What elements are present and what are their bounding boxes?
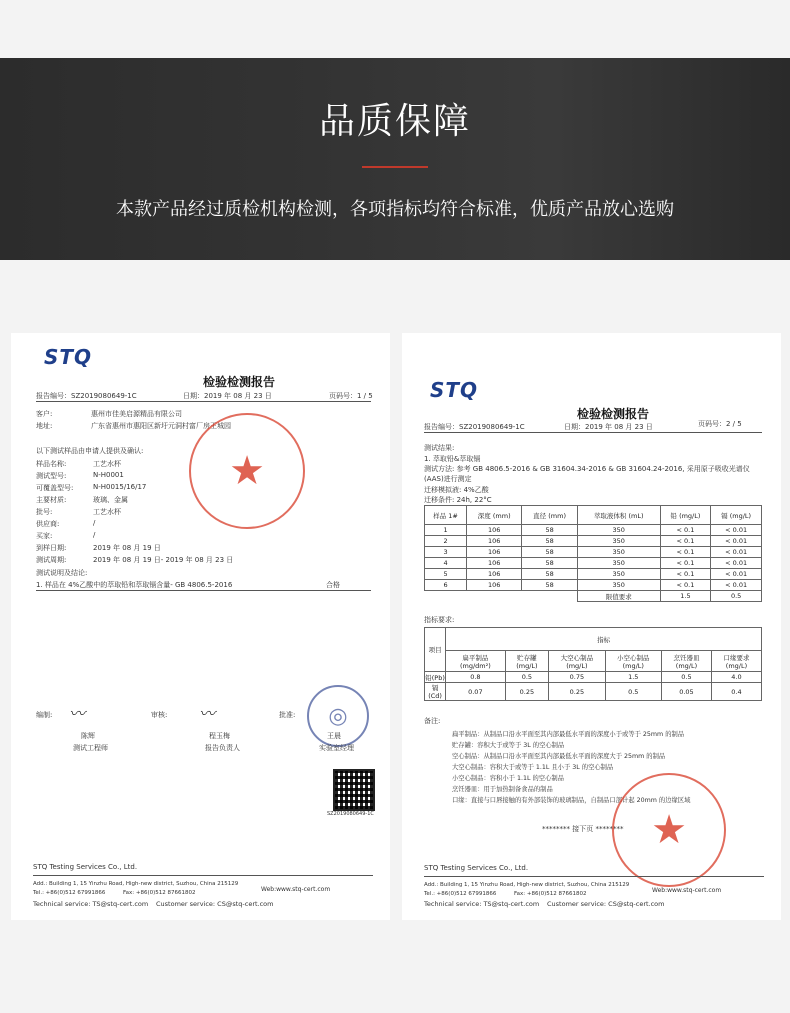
table-cell: 350 bbox=[577, 536, 660, 547]
test-method-2: (AAS)进行测定 bbox=[424, 475, 472, 483]
table-cell: < 0.1 bbox=[660, 536, 711, 547]
table-cell: < 0.1 bbox=[660, 569, 711, 580]
signer-3-name: 王晨 bbox=[327, 732, 341, 740]
report-page-number: 页码号：1 / 5 bbox=[329, 392, 373, 400]
table-cell: < 0.1 bbox=[660, 525, 711, 536]
table-cell: 350 bbox=[577, 580, 660, 591]
company-web: Web:www.stq-cert.com bbox=[652, 887, 722, 894]
table-cell: 0.5 bbox=[505, 672, 549, 683]
requirements-table bbox=[424, 627, 762, 701]
field-label: 样品名称: bbox=[36, 460, 67, 468]
table-cell: 6 bbox=[425, 580, 467, 591]
stq-logo: STQ bbox=[430, 378, 479, 402]
hero-subtitle: 本款产品经过质检机构检测，各项指标均符合标准，优质产品放心选购 bbox=[116, 199, 674, 220]
simulant: 迁移模拟液: 4%乙酸 bbox=[424, 486, 489, 494]
client-value: 惠州市佳美启源精品有限公司 bbox=[91, 410, 182, 418]
table-cell bbox=[425, 591, 467, 602]
table-cell: 106 bbox=[467, 525, 522, 536]
table-cell: 350 bbox=[577, 547, 660, 558]
table-cell: 58 bbox=[522, 569, 577, 580]
report-number: 报告编号：SZ2019080649-1C bbox=[424, 423, 525, 431]
approve-label: 批准: bbox=[279, 711, 296, 719]
red-seal-stamp: ★ bbox=[612, 773, 726, 887]
table-cell: 1 bbox=[425, 525, 467, 536]
blue-seal-stamp: ◎ bbox=[307, 685, 369, 747]
company-tel: Tel.: +86(0)512 67991866 bbox=[424, 891, 497, 897]
hero-accent-line bbox=[362, 166, 428, 168]
field-label: 测试周期: bbox=[36, 556, 67, 564]
requirements-label: 指标要求: bbox=[424, 616, 455, 624]
divider bbox=[36, 401, 371, 402]
table-cell: < 0.01 bbox=[711, 547, 762, 558]
address-label: 地址: bbox=[36, 422, 53, 430]
table-cell: 0.5 bbox=[661, 672, 711, 683]
divider bbox=[424, 432, 762, 433]
signature-1: 〰 bbox=[69, 704, 86, 723]
table-cell: 3 bbox=[425, 547, 467, 558]
note-item: 大空心制品：容积大于或等于 1.1L 且小于 3L 的空心制品 bbox=[452, 764, 614, 771]
test-item: 1. 萃取铅&萃取镉 bbox=[424, 455, 481, 463]
technical-service-link[interactable]: Technical service: TS@stq-cert.com bbox=[33, 900, 149, 908]
note-item: 空心制品：从制品口沿水平面至其内部最低水平面的深度大于 25mm 的制品 bbox=[452, 753, 666, 760]
table-row bbox=[425, 525, 762, 536]
table-row bbox=[425, 683, 762, 701]
table-cell: 58 bbox=[522, 547, 577, 558]
company-address: Add.: Building 1, 15 Yinzhu Road, High-new district, Suzhou, China 215129 bbox=[424, 882, 630, 888]
table-cell: 350 bbox=[577, 525, 660, 536]
table-cell: 0.05 bbox=[661, 683, 711, 701]
table-cell: 5 bbox=[425, 569, 467, 580]
qr-code bbox=[333, 769, 375, 811]
table-cell: < 0.01 bbox=[711, 558, 762, 569]
field-label: 主要材质: bbox=[36, 496, 67, 504]
report-page-1 bbox=[11, 333, 390, 920]
conclusion-text: 1. 样品在 4%乙酸中的萃取铅和萃取镉含量- GB 4806.5-2016 bbox=[36, 581, 233, 589]
table-cell: 350 bbox=[577, 558, 660, 569]
table-cell: 镉(Cd) bbox=[425, 683, 446, 701]
note-item: 贮存罐：容积大于或等于 3L 的空心制品 bbox=[452, 742, 565, 749]
address-value: 广东省惠州市惠阳区新圩元洞村富厂房王城园 bbox=[91, 422, 231, 430]
field-value: 玻璃、金属 bbox=[93, 496, 128, 504]
results-label: 测试结果: bbox=[424, 444, 455, 452]
review-label: 审核: bbox=[151, 711, 168, 719]
table-cell: 指标 bbox=[446, 628, 762, 651]
results-table bbox=[424, 505, 762, 602]
table-cell: < 0.1 bbox=[660, 547, 711, 558]
report-page-2 bbox=[402, 333, 781, 920]
table-cell: 0.4 bbox=[711, 683, 761, 701]
table-cell: 58 bbox=[522, 580, 577, 591]
report-date: 日期：2019 年 08 月 23 日 bbox=[183, 392, 272, 400]
table-cell: 58 bbox=[522, 525, 577, 536]
table-cell: 58 bbox=[522, 558, 577, 569]
edit-label: 编制: bbox=[36, 711, 53, 719]
signer-1-role: 测试工程师 bbox=[73, 744, 108, 752]
condition: 迁移条件: 24h, 22°C bbox=[424, 496, 492, 504]
table-cell: < 0.1 bbox=[660, 580, 711, 591]
field-value: 2019 年 08 月 19 日 bbox=[93, 544, 161, 552]
company-web: Web:www.stq-cert.com bbox=[261, 886, 331, 893]
table-cell: 350 bbox=[577, 569, 660, 580]
note-item: 扁平制品：从制品口沿水平面至其内部最低水平面的深度小于或等于 25mm 的制品 bbox=[452, 731, 685, 738]
signature-2: 〰 bbox=[199, 704, 216, 723]
hero-title: 品质保障 bbox=[318, 101, 471, 142]
table-cell: 106 bbox=[467, 569, 522, 580]
table-cell: 项目 bbox=[425, 628, 446, 672]
table-cell: 烹饪器皿 (mg/L) bbox=[661, 651, 711, 672]
conclusion-result: 合格 bbox=[326, 581, 340, 589]
table-cell: 直径 (mm) bbox=[522, 506, 577, 525]
report-number: 报告编号：SZ2019080649-1C bbox=[36, 392, 137, 400]
report-date: 日期：2019 年 08 月 23 日 bbox=[564, 423, 653, 431]
conclusion-label: 测试说明及结论: bbox=[36, 569, 88, 577]
table-cell: 106 bbox=[467, 558, 522, 569]
signer-2-role: 报告负责人 bbox=[205, 744, 240, 752]
field-label: 到样日期: bbox=[36, 544, 67, 552]
table-cell: < 0.01 bbox=[711, 536, 762, 547]
table-cell bbox=[522, 591, 577, 602]
table-cell: 铅(Pb) bbox=[425, 673, 445, 682]
table-cell: 0.5 bbox=[605, 683, 661, 701]
stq-logo: STQ bbox=[44, 345, 93, 369]
company-name: STQ Testing Services Co., Ltd. bbox=[33, 863, 138, 871]
intro-text: 以下测试样品由申请人提供及确认: bbox=[36, 447, 144, 455]
table-cell: 0.25 bbox=[549, 683, 605, 701]
table-cell: 镉 (mg/L) bbox=[711, 506, 762, 525]
table-cell: 扁平制品 (mg/dm²) bbox=[446, 651, 505, 672]
company-fax: Fax: +86(0)512 87661802 bbox=[123, 890, 196, 896]
signer-3-role: 实验室经理 bbox=[319, 744, 354, 752]
table-header-row bbox=[425, 506, 762, 525]
report-title: 检验检测报告 bbox=[203, 375, 276, 389]
table-row bbox=[425, 558, 762, 569]
limit-row bbox=[425, 591, 762, 602]
table-cell: 贮存罐 (mg/L) bbox=[505, 651, 549, 672]
hero-banner bbox=[0, 58, 790, 260]
table-cell: 0.07 bbox=[446, 683, 505, 701]
note-item: 口缘：直接与口唇接触的有外部装饰的玻璃制品，自制品口部计起 20mm 的边缘区域 bbox=[452, 797, 691, 804]
table-cell: 铅 (mg/L) bbox=[660, 506, 711, 525]
continued-marker: ******** 接下页 ******** bbox=[542, 825, 624, 833]
table-cell: 58 bbox=[522, 536, 577, 547]
company-name: STQ Testing Services Co., Ltd. bbox=[424, 864, 529, 872]
notes-label: 备注: bbox=[424, 717, 441, 725]
field-value: 工艺水杯 bbox=[93, 460, 121, 468]
divider bbox=[33, 875, 373, 876]
table-cell: 0.8 bbox=[446, 672, 505, 683]
red-seal-stamp: ★ bbox=[189, 413, 305, 529]
note-item: 小空心制品：容积小于 1.1L 的空心制品 bbox=[452, 775, 564, 782]
table-cell: 1.5 bbox=[660, 591, 711, 602]
table-cell: 小空心制品 (mg/L) bbox=[605, 651, 661, 672]
divider bbox=[36, 590, 371, 591]
field-value: / bbox=[93, 519, 96, 527]
table-cell: 口缘要求 (mg/L) bbox=[711, 651, 761, 672]
table-row bbox=[425, 569, 762, 580]
qr-caption: SZ2019080649-1C bbox=[327, 811, 374, 817]
table-cell: 106 bbox=[467, 547, 522, 558]
field-value: N-H0015/16/17 bbox=[93, 483, 147, 491]
table-row bbox=[425, 547, 762, 558]
table-cell: 106 bbox=[467, 536, 522, 547]
customer-service-link[interactable]: Customer service: CS@stq-cert.com bbox=[156, 900, 274, 908]
table-cell: 限值要求 bbox=[577, 591, 660, 602]
signer-2-name: 程玉梅 bbox=[209, 732, 230, 740]
table-cell: < 0.01 bbox=[711, 569, 762, 580]
table-cell: 0.75 bbox=[549, 672, 605, 683]
company-address: Add.: Building 1, 15 Yinzhu Road, High-new district, Suzhou, China 215129 bbox=[33, 881, 239, 887]
test-method: 测试方法: 参考 GB 4806.5-2016 & GB 31604.34-2016 & GB 31604.24-2016, 采用原子吸收光谱仪 bbox=[424, 465, 750, 473]
field-label: 测试型号: bbox=[36, 472, 67, 480]
table-cell: 106 bbox=[467, 580, 522, 591]
table-cell: 0.25 bbox=[505, 683, 549, 701]
company-fax: Fax: +86(0)512 87661802 bbox=[514, 891, 587, 897]
field-label: 供应商: bbox=[36, 520, 60, 528]
field-label: 可覆盖型号: bbox=[36, 484, 74, 492]
table-cell: 1.5 bbox=[605, 672, 661, 683]
table-header-row bbox=[425, 651, 762, 672]
field-value: 2019 年 08 月 19 日- 2019 年 08 月 23 日 bbox=[93, 556, 234, 564]
field-value: / bbox=[93, 531, 96, 539]
table-cell: 样品 1# bbox=[425, 506, 467, 525]
divider bbox=[424, 876, 764, 877]
table-cell: 4.0 bbox=[711, 672, 761, 683]
field-value: N-H0001 bbox=[93, 471, 124, 479]
table-cell: 深度 (mm) bbox=[467, 506, 522, 525]
field-value: 工艺水杯 bbox=[93, 508, 121, 516]
technical-service-link[interactable]: Technical service: TS@stq-cert.com bbox=[424, 900, 540, 908]
table-header-row bbox=[425, 628, 762, 651]
table-cell: 2 bbox=[425, 536, 467, 547]
report-title: 检验检测报告 bbox=[577, 407, 650, 421]
company-tel: Tel.: +86(0)512 67991866 bbox=[33, 890, 106, 896]
signer-1-name: 陈辉 bbox=[81, 732, 95, 740]
customer-service-link[interactable]: Customer service: CS@stq-cert.com bbox=[547, 900, 665, 908]
field-label: 批号: bbox=[36, 508, 53, 516]
field-label: 买家: bbox=[36, 532, 53, 540]
report-page-number: 页码号：2 / 5 bbox=[698, 420, 742, 428]
table-cell: 大空心制品 (mg/L) bbox=[549, 651, 605, 672]
table-cell: 0.5 bbox=[711, 591, 762, 602]
client-label: 客户: bbox=[36, 410, 53, 418]
table-row bbox=[425, 580, 762, 591]
note-item: 烹饪器皿：用于加热制备食品的制品 bbox=[452, 786, 553, 793]
table-row bbox=[425, 536, 762, 547]
table-cell: < 0.01 bbox=[711, 525, 762, 536]
table-cell: < 0.1 bbox=[660, 558, 711, 569]
table-cell: < 0.01 bbox=[711, 580, 762, 591]
table-cell bbox=[467, 591, 522, 602]
table-cell: 萃取液体积 (mL) bbox=[577, 506, 660, 525]
table-cell: 4 bbox=[425, 558, 467, 569]
table-row bbox=[425, 672, 762, 683]
